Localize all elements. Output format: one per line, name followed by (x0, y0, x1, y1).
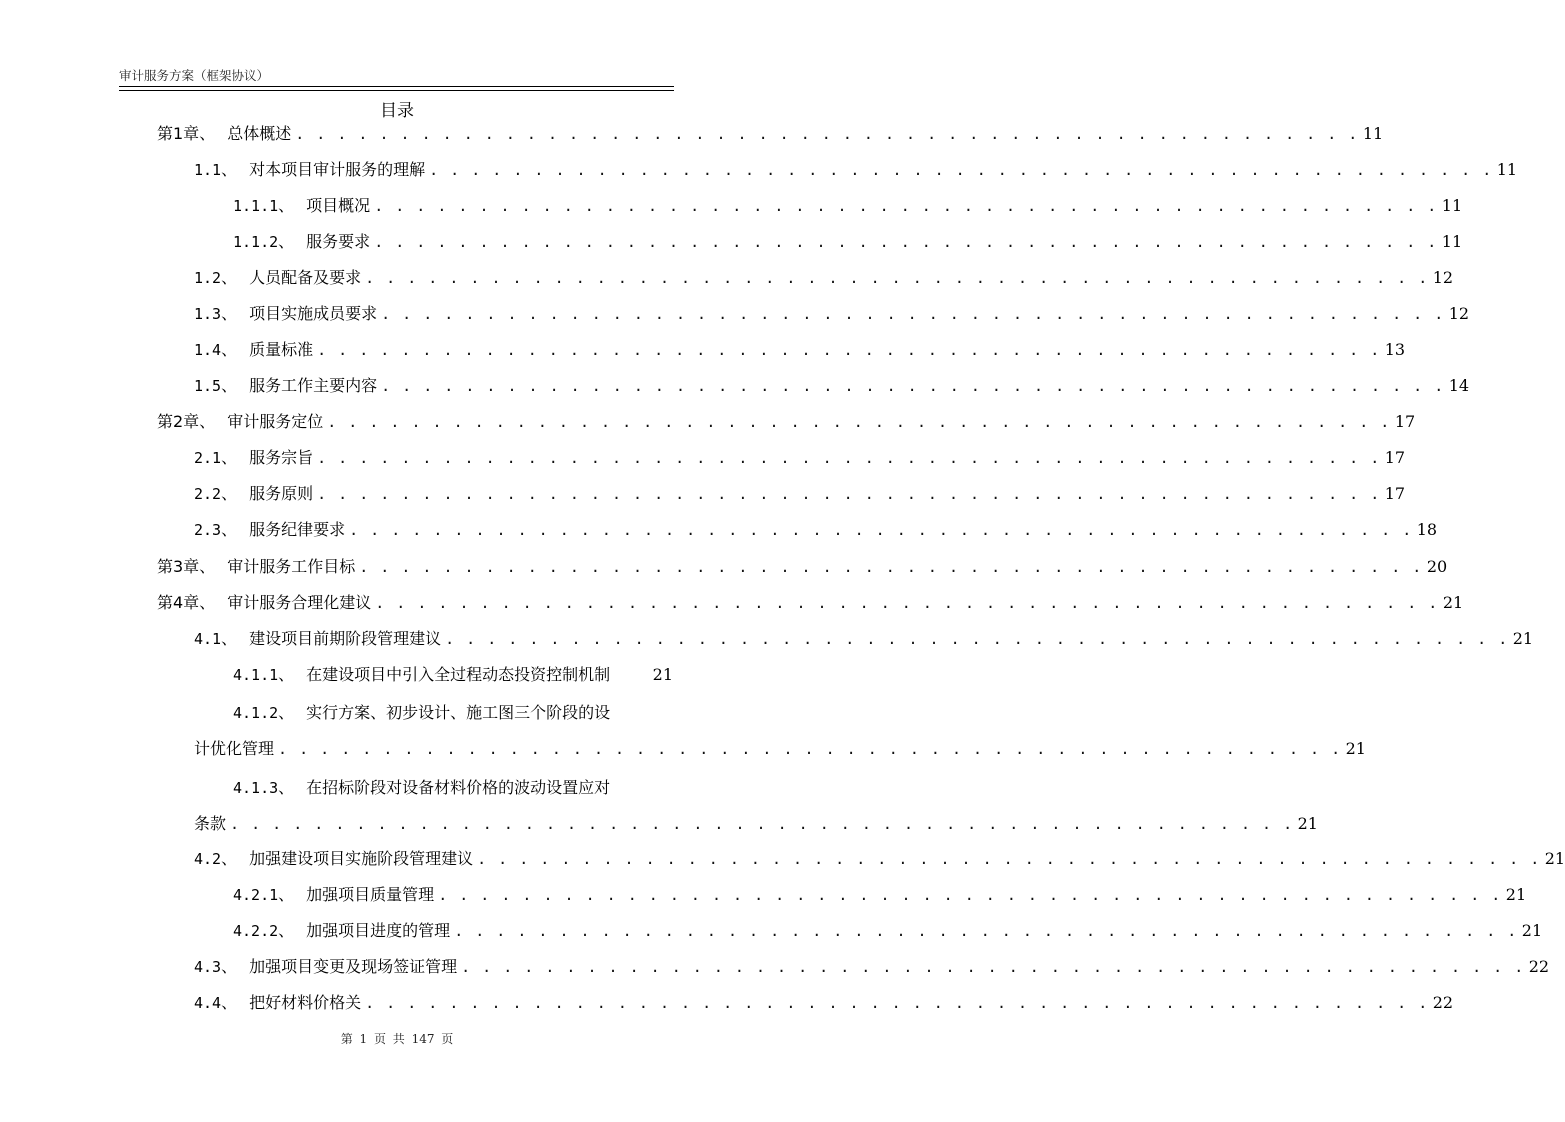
toc-entry-separator: 、 (278, 921, 295, 940)
toc-entry-separator: 、 (221, 268, 238, 287)
toc-page-number: 13 (1384, 340, 1406, 359)
toc-entry-number: 4.4 (194, 994, 222, 1012)
toc-entry-number: 1.1 (194, 161, 222, 179)
toc-page-number: 17 (1384, 448, 1406, 467)
toc-entry-2-2[interactable] (194, 480, 1406, 504)
toc-entry-4-2-2[interactable] (233, 917, 1543, 941)
toc-leader-dots: . . . . . . . . . . . . . . . . . . . . . . . . . . . . . . . . . . . . . . . . . . . . . . . . . . . (445, 630, 1509, 648)
toc-page-number: 17 (1384, 484, 1406, 503)
toc-entry-number: 第1章 (157, 124, 200, 143)
toc-entry-text: 建设项目前期阶段管理建议 (249, 629, 442, 648)
toc-page-number: 11 (1441, 232, 1463, 251)
toc-entry-4-1-3[interactable] (233, 774, 673, 798)
toc-entry-separator: 、 (199, 412, 216, 431)
toc-entry-1-2[interactable] (194, 264, 1454, 288)
toc-entry-4-3[interactable] (194, 953, 1550, 977)
toc-leader-dots: . . . . . . . . . . . . . . . . . . . . . . . . . . . . . . . . . . . . . . . . . . . . . . . . . . . (374, 197, 1438, 215)
toc-page-number: 18 (1416, 520, 1438, 539)
toc-entry-4-4[interactable] (194, 989, 1454, 1013)
toc-page-number: 21 (1297, 814, 1318, 833)
toc-page-number: 14 (1448, 376, 1470, 395)
toc-leader-dots: . . . . . . . . . . . . . . . . . . . . . . . . . . . . . . . . . . . . . . . . . . . . . . . . . . . (477, 850, 1541, 868)
toc-entry-4-1-2-continued[interactable] (194, 735, 1366, 759)
toc-leader-dots: . . . . . . . . . . . . . . . . . . . . . . . . . . . . . . . . . . . . . . . . . . . . . . . . . . . (327, 413, 1391, 431)
toc-entry-separator: 、 (221, 629, 238, 648)
toc-leader-dots: . . . . . . . . . . . . . . . . . . . . . . . . . . . . . . . . . . . . . . . . . . . . . . . . . . . (365, 269, 1429, 287)
toc-leader-dots: . . . . . . . . . . . . . . . . . . . . . . . . . . . . . . . . . . . . . . . . . . . . . . . . . . . (230, 815, 1294, 833)
toc-page-number: 22 (1432, 993, 1454, 1012)
toc-leader-dots: . . . . . . . . . . . . . . . . . . . . . . . . . . . . . . . . . . . . . . . . . . . . . . . . . . . (381, 377, 1445, 395)
toc-entry-separator: 、 (278, 196, 295, 215)
toc-entry-separator: 、 (221, 376, 238, 395)
toc-entry-text: 项目概况 (306, 196, 371, 215)
page-footer: 第 1 页 共 147 页 (340, 1032, 454, 1046)
toc-entry-text: 审计服务合理化建议 (227, 593, 372, 612)
toc-entry-text-continued: 条款 (194, 814, 227, 833)
toc-entry-number: 4.3 (194, 958, 222, 976)
toc-entry-number: 1.3 (194, 305, 222, 323)
toc-entry-text: 服务宗旨 (249, 448, 314, 467)
toc-entry-separator: 、 (199, 557, 216, 576)
toc-leader-dots: . . . . . . . . . . . . . . . . . . . . . . . . . . . . . . . . . . . . . . . . . . . . . . . . . . . (438, 886, 1502, 904)
toc-leader-dots: . . . . . . . . . . . . . . . . . . . . . . . . . . . . . . . . . . . . . . . . . . . . . . . . . . . (461, 958, 1525, 976)
toc-page-number: 11 (1496, 160, 1518, 179)
toc-page-number: 21 (1521, 921, 1543, 940)
toc-entry-separator: 、 (278, 665, 295, 684)
toc-leader-dots: . . . . . . . . . . . . . . . . . . . . . . . . . . . . . . . . . . . . . . . . . . . . . . . . . . . (317, 341, 1381, 359)
toc-entry-number: 2.1 (194, 449, 222, 467)
toc-entry-separator: 、 (278, 885, 295, 904)
toc-entry-text: 加强建设项目实施阶段管理建议 (249, 849, 474, 868)
toc-entry-2-3[interactable] (194, 516, 1438, 540)
toc-entry-text: 质量标准 (249, 340, 314, 359)
toc-title: 目录 (380, 101, 414, 121)
toc-entry-4-1-2[interactable] (233, 699, 673, 723)
toc-entry-number: 1.4 (194, 341, 222, 359)
toc-entry-separator: 、 (221, 448, 238, 467)
toc-entry-1-1-1[interactable] (233, 192, 1463, 216)
toc-leader-dots: . . . . . . . . . . . . . . . . . . . . . . . . . . . . . . . . . . . . . . . . . . . . . . . . . . . (454, 922, 1518, 940)
toc-entry-separator: 、 (221, 520, 238, 539)
toc-page-number: 21 (652, 665, 673, 684)
toc-leader-dots: . . . . . . . . . . . . . . . . . . . . . . . . . . . . . . . . . . . . . . . . . . . . . . . . . . . (295, 125, 1359, 143)
toc-entry-separator: 、 (221, 304, 238, 323)
toc-entry-text: 把好材料价格关 (249, 993, 362, 1012)
toc-entry-text: 服务要求 (306, 232, 371, 251)
toc-leader-dots: . . . . . . . . . . . . . . . . . . . . . . . . . . . . . . . . . . . . . . . . . . . . . . . . . . . (317, 485, 1381, 503)
header-rule-thick (119, 86, 674, 87)
toc-entry-separator: 、 (221, 160, 238, 179)
toc-entry-4-2[interactable] (194, 845, 1565, 869)
toc-entry-number: 第2章 (157, 412, 200, 431)
toc-leader-dots: . . . . . . . . . . . . . . . . . . . . . . . . . . . . . . . . . . . . . . . . . . . . . . . . . . . (359, 558, 1423, 576)
toc-entry-text: 总体概述 (227, 124, 292, 143)
toc-entry-number: 4.1.2 (233, 704, 279, 722)
toc-entry-text: 服务纪律要求 (249, 520, 346, 539)
toc-leader-dots: . . . . . . . . . . . . . . . . . . . . . . . . . . . . . . . . . . . . . . . . . . . . . . . . . . . (317, 449, 1381, 467)
toc-entry-chapter-2[interactable] (157, 408, 1416, 432)
toc-entry-chapter-1[interactable] (157, 120, 1384, 144)
toc-page-number: 21 (1544, 849, 1565, 868)
toc-entry-number: 1.5 (194, 377, 222, 395)
toc-entry-separator: 、 (278, 778, 295, 797)
toc-entry-number: 2.3 (194, 521, 222, 539)
toc-leader-dots: . . . . . . . . . . . . . . . . . . . . . . . . . . . . . . . . . . . . . . . . . . . . . . . . . . . (429, 161, 1493, 179)
toc-leader-dots: . . . . . . . . . . . . . . . . . . . . . . . . . . . . . . . . . . . . . . . . . . . . . . . . . . . (365, 994, 1429, 1012)
toc-leader-dots: . . . . . . . . . . . . . . . . . . . . . . . . . . . . . . . . . . . . . . . . . . . . . . . . . . . (349, 521, 1413, 539)
toc-page-number: 22 (1528, 957, 1550, 976)
toc-entry-number: 1.1.1 (233, 197, 279, 215)
toc-entry-text: 审计服务定位 (227, 412, 324, 431)
toc-entry-text: 服务工作主要内容 (249, 376, 378, 395)
toc-entry-number: 1.2 (194, 269, 222, 287)
toc-entry-4-1-1[interactable] (233, 661, 673, 685)
toc-entry-2-1[interactable] (194, 444, 1406, 468)
toc-page-number: 12 (1432, 268, 1454, 287)
toc-entry-separator: 、 (221, 993, 238, 1012)
toc-entry-number: 第4章 (157, 593, 200, 612)
toc-leader-dots: . . . . . . . . . . . . . . . . . . . . . . . . . . . . . . . . . . . . . . . . . . . . . . . . . . . (374, 233, 1438, 251)
toc-entry-number: 4.2 (194, 850, 222, 868)
toc-entry-1-1-2[interactable] (233, 228, 1463, 252)
toc-entry-number: 2.2 (194, 485, 222, 503)
toc-page-number: 20 (1426, 557, 1448, 576)
toc-leader-dots: . . . . . . . . . . . . . . . . . . . . . . . . . . . . . . . . . . . . . . . . . . . . . . . . . . . (278, 740, 1342, 758)
toc-page-number: 11 (1362, 124, 1384, 143)
toc-entry-text: 实行方案、初步设计、施工图三个阶段的设 (306, 703, 611, 722)
toc-entry-text-continued: 计优化管理 (194, 739, 275, 758)
toc-entry-text: 加强项目变更及现场签证管理 (249, 957, 458, 976)
toc-page-number: 21 (1512, 629, 1534, 648)
toc-entry-separator: 、 (199, 124, 216, 143)
toc-entry-separator: 、 (278, 703, 295, 722)
toc-entry-text: 项目实施成员要求 (249, 304, 378, 323)
toc-entry-number: 4.1 (194, 630, 222, 648)
toc-leader-dots: . . . . . . . . . . . . . . . . . . . . . . . . . . . . . . . . . . . . . . . . . . . . . . . . . . . (381, 305, 1445, 323)
toc-entry-separator: 、 (278, 232, 295, 251)
toc-entry-separator: 、 (221, 340, 238, 359)
toc-entry-separator: 、 (221, 484, 238, 503)
toc-entry-number: 4.1.3 (233, 779, 279, 797)
toc-entry-4-1[interactable] (194, 625, 1534, 649)
toc-entry-number: 4.1.1 (233, 666, 279, 684)
toc-entry-text: 审计服务工作目标 (227, 557, 356, 576)
toc-entry-separator: 、 (199, 593, 216, 612)
toc-entry-text: 对本项目审计服务的理解 (249, 160, 426, 179)
toc-entry-4-1-3-continued[interactable] (194, 810, 1318, 834)
toc-entry-number: 第3章 (157, 557, 200, 576)
toc-leader-dots: . . . . . . . . . . . . . . . . . . . . . . . . . . . . . . . . . . . . . . . . . . . . . . . . . . . (375, 594, 1439, 612)
toc-page-number: 11 (1441, 196, 1463, 215)
toc-entry-text: 加强项目进度的管理 (306, 921, 451, 940)
toc-entry-number: 4.2.2 (233, 922, 279, 940)
toc-entry-chapter-4[interactable] (157, 589, 1464, 613)
toc-page-number: 17 (1394, 412, 1416, 431)
toc-page-number: 21 (1345, 739, 1366, 758)
toc-entry-separator: 、 (221, 957, 238, 976)
toc-entry-separator: 、 (221, 849, 238, 868)
toc-page-number: 12 (1448, 304, 1470, 323)
toc-entry-text: 在招标阶段对设备材料价格的波动设置应对 (306, 778, 611, 797)
toc-entry-chapter-3[interactable] (157, 553, 1448, 577)
toc-entry-number: 4.2.1 (233, 886, 279, 904)
toc-entry-1-1[interactable] (194, 156, 1518, 180)
toc-entry-text: 在建设项目中引入全过程动态投资控制机制 (306, 665, 611, 684)
toc-entry-1-4[interactable] (194, 336, 1406, 360)
header-rule-thin (119, 90, 674, 91)
toc-entry-text: 人员配备及要求 (249, 268, 362, 287)
toc-entry-text: 加强项目质量管理 (306, 885, 435, 904)
running-header: 审计服务方案（框架协议） (119, 68, 270, 83)
toc-entry-1-3[interactable] (194, 300, 1470, 324)
toc-entry-4-2-1[interactable] (233, 881, 1527, 905)
toc-page-number: 21 (1505, 885, 1527, 904)
toc-entry-text: 服务原则 (249, 484, 314, 503)
toc-page-number: 21 (1442, 593, 1464, 612)
toc-entry-1-5[interactable] (194, 372, 1470, 396)
toc-entry-number: 1.1.2 (233, 233, 279, 251)
